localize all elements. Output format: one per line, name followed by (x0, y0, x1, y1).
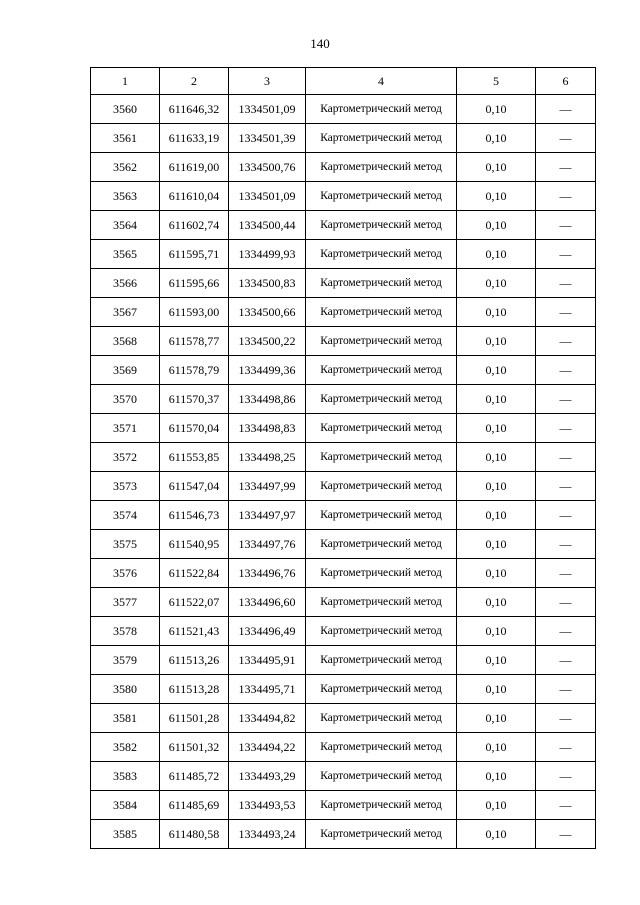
notes-cell: — (536, 617, 596, 646)
accuracy-cell: 0,10 (457, 211, 536, 240)
y-coordinate-cell: 1334495,91 (229, 646, 306, 675)
point-number-cell: 3574 (91, 501, 160, 530)
x-coordinate-cell: 611595,66 (160, 269, 229, 298)
y-coordinate-cell: 1334495,71 (229, 675, 306, 704)
method-cell: Картометрический метод (306, 298, 457, 327)
method-cell: Картометрический метод (306, 443, 457, 472)
point-number-cell: 3576 (91, 559, 160, 588)
method-cell: Картометрический метод (306, 153, 457, 182)
method-cell: Картометрический метод (306, 675, 457, 704)
notes-cell: — (536, 646, 596, 675)
notes-cell: — (536, 182, 596, 211)
y-coordinate-cell: 1334493,53 (229, 791, 306, 820)
table-row (91, 704, 596, 733)
accuracy-cell: 0,10 (457, 443, 536, 472)
table-row (91, 124, 596, 153)
page-number: 140 (310, 36, 330, 51)
table-row (91, 530, 596, 559)
table-row (91, 298, 596, 327)
accuracy-cell: 0,10 (457, 762, 536, 791)
point-number-cell: 3563 (91, 182, 160, 211)
table-row (91, 733, 596, 762)
accuracy-cell: 0,10 (457, 820, 536, 849)
x-coordinate-cell: 611593,00 (160, 298, 229, 327)
notes-cell: — (536, 820, 596, 849)
point-number-cell: 3560 (91, 95, 160, 124)
notes-cell: — (536, 211, 596, 240)
x-coordinate-cell: 611522,07 (160, 588, 229, 617)
accuracy-cell: 0,10 (457, 791, 536, 820)
table-row (91, 675, 596, 704)
accuracy-cell: 0,10 (457, 733, 536, 762)
method-cell: Картометрический метод (306, 791, 457, 820)
x-coordinate-cell: 611633,19 (160, 124, 229, 153)
method-cell: Картометрический метод (306, 472, 457, 501)
y-coordinate-cell: 1334494,82 (229, 704, 306, 733)
y-coordinate-cell: 1334500,66 (229, 298, 306, 327)
notes-cell: — (536, 385, 596, 414)
table-row (91, 820, 596, 849)
y-coordinate-cell: 1334498,25 (229, 443, 306, 472)
table-row (91, 588, 596, 617)
accuracy-cell: 0,10 (457, 95, 536, 124)
point-number-cell: 3584 (91, 791, 160, 820)
column-header: 6 (536, 68, 596, 95)
table-row (91, 153, 596, 182)
point-number-cell: 3579 (91, 646, 160, 675)
point-number-cell: 3570 (91, 385, 160, 414)
accuracy-cell: 0,10 (457, 646, 536, 675)
notes-cell: — (536, 791, 596, 820)
y-coordinate-cell: 1334498,86 (229, 385, 306, 414)
x-coordinate-cell: 611485,72 (160, 762, 229, 791)
point-number-cell: 3583 (91, 762, 160, 791)
table-row (91, 443, 596, 472)
table-row (91, 269, 596, 298)
y-coordinate-cell: 1334499,93 (229, 240, 306, 269)
y-coordinate-cell: 1334496,49 (229, 617, 306, 646)
table-row (91, 327, 596, 356)
accuracy-cell: 0,10 (457, 124, 536, 153)
table-row (91, 356, 596, 385)
y-coordinate-cell: 1334497,76 (229, 530, 306, 559)
method-cell: Картометрический метод (306, 733, 457, 762)
method-cell: Картометрический метод (306, 617, 457, 646)
x-coordinate-cell: 611570,37 (160, 385, 229, 414)
x-coordinate-cell: 611485,69 (160, 791, 229, 820)
method-cell: Картометрический метод (306, 385, 457, 414)
notes-cell: — (536, 153, 596, 182)
point-number-cell: 3564 (91, 211, 160, 240)
y-coordinate-cell: 1334500,44 (229, 211, 306, 240)
accuracy-cell: 0,10 (457, 617, 536, 646)
accuracy-cell: 0,10 (457, 356, 536, 385)
point-number-cell: 3578 (91, 617, 160, 646)
column-header: 5 (457, 68, 536, 95)
y-coordinate-cell: 1334496,76 (229, 559, 306, 588)
y-coordinate-cell: 1334501,09 (229, 182, 306, 211)
y-coordinate-cell: 1334500,76 (229, 153, 306, 182)
column-header: 4 (306, 68, 457, 95)
y-coordinate-cell: 1334500,83 (229, 269, 306, 298)
accuracy-cell: 0,10 (457, 327, 536, 356)
point-number-cell: 3567 (91, 298, 160, 327)
point-number-cell: 3577 (91, 588, 160, 617)
x-coordinate-cell: 611513,26 (160, 646, 229, 675)
accuracy-cell: 0,10 (457, 501, 536, 530)
x-coordinate-cell: 611570,04 (160, 414, 229, 443)
x-coordinate-cell: 611595,71 (160, 240, 229, 269)
x-coordinate-cell: 611522,84 (160, 559, 229, 588)
x-coordinate-cell: 611540,95 (160, 530, 229, 559)
point-number-cell: 3585 (91, 820, 160, 849)
x-coordinate-cell: 611501,32 (160, 733, 229, 762)
method-cell: Картометрический метод (306, 356, 457, 385)
accuracy-cell: 0,10 (457, 153, 536, 182)
notes-cell: — (536, 472, 596, 501)
x-coordinate-cell: 611553,85 (160, 443, 229, 472)
notes-cell: — (536, 530, 596, 559)
y-coordinate-cell: 1334497,97 (229, 501, 306, 530)
notes-cell: — (536, 356, 596, 385)
y-coordinate-cell: 1334499,36 (229, 356, 306, 385)
table-row (91, 646, 596, 675)
accuracy-cell: 0,10 (457, 182, 536, 211)
accuracy-cell: 0,10 (457, 240, 536, 269)
table-row (91, 182, 596, 211)
column-header: 3 (229, 68, 306, 95)
accuracy-cell: 0,10 (457, 472, 536, 501)
point-number-cell: 3575 (91, 530, 160, 559)
notes-cell: — (536, 588, 596, 617)
method-cell: Картометрический метод (306, 646, 457, 675)
accuracy-cell: 0,10 (457, 298, 536, 327)
method-cell: Картометрический метод (306, 269, 457, 298)
y-coordinate-cell: 1334493,29 (229, 762, 306, 791)
method-cell: Картометрический метод (306, 530, 457, 559)
table-row (91, 501, 596, 530)
x-coordinate-cell: 611513,28 (160, 675, 229, 704)
x-coordinate-cell: 611578,79 (160, 356, 229, 385)
notes-cell: — (536, 733, 596, 762)
method-cell: Картометрический метод (306, 211, 457, 240)
x-coordinate-cell: 611546,73 (160, 501, 229, 530)
notes-cell: — (536, 704, 596, 733)
x-coordinate-cell: 611602,74 (160, 211, 229, 240)
table-row (91, 95, 596, 124)
accuracy-cell: 0,10 (457, 675, 536, 704)
point-number-cell: 3562 (91, 153, 160, 182)
notes-cell: — (536, 443, 596, 472)
x-coordinate-cell: 611501,28 (160, 704, 229, 733)
method-cell: Картометрический метод (306, 414, 457, 443)
method-cell: Картометрический метод (306, 588, 457, 617)
x-coordinate-cell: 611610,04 (160, 182, 229, 211)
x-coordinate-cell: 611578,77 (160, 327, 229, 356)
notes-cell: — (536, 269, 596, 298)
point-number-cell: 3561 (91, 124, 160, 153)
point-number-cell: 3569 (91, 356, 160, 385)
y-coordinate-cell: 1334498,83 (229, 414, 306, 443)
point-number-cell: 3581 (91, 704, 160, 733)
notes-cell: — (536, 124, 596, 153)
method-cell: Картометрический метод (306, 124, 457, 153)
table-row (91, 414, 596, 443)
column-header: 1 (91, 68, 160, 95)
x-coordinate-cell: 611521,43 (160, 617, 229, 646)
method-cell: Картометрический метод (306, 327, 457, 356)
accuracy-cell: 0,10 (457, 269, 536, 298)
y-coordinate-cell: 1334500,22 (229, 327, 306, 356)
table-row (91, 240, 596, 269)
y-coordinate-cell: 1334494,22 (229, 733, 306, 762)
x-coordinate-cell: 611480,58 (160, 820, 229, 849)
table-row (91, 211, 596, 240)
coordinates-table (90, 67, 596, 849)
notes-cell: — (536, 559, 596, 588)
table-row (91, 617, 596, 646)
notes-cell: — (536, 501, 596, 530)
method-cell: Картометрический метод (306, 182, 457, 211)
method-cell: Картометрический метод (306, 95, 457, 124)
point-number-cell: 3571 (91, 414, 160, 443)
point-number-cell: 3566 (91, 269, 160, 298)
table-row (91, 472, 596, 501)
table-row (91, 762, 596, 791)
point-number-cell: 3573 (91, 472, 160, 501)
x-coordinate-cell: 611646,32 (160, 95, 229, 124)
notes-cell: — (536, 675, 596, 704)
notes-cell: — (536, 240, 596, 269)
accuracy-cell: 0,10 (457, 414, 536, 443)
table-row (91, 559, 596, 588)
point-number-cell: 3572 (91, 443, 160, 472)
method-cell: Картометрический метод (306, 762, 457, 791)
notes-cell: — (536, 762, 596, 791)
notes-cell: — (536, 298, 596, 327)
point-number-cell: 3582 (91, 733, 160, 762)
table-body (91, 95, 596, 849)
column-header: 2 (160, 68, 229, 95)
x-coordinate-cell: 611547,04 (160, 472, 229, 501)
accuracy-cell: 0,10 (457, 588, 536, 617)
accuracy-cell: 0,10 (457, 385, 536, 414)
table-header-row (91, 68, 596, 95)
y-coordinate-cell: 1334501,09 (229, 95, 306, 124)
y-coordinate-cell: 1334493,24 (229, 820, 306, 849)
y-coordinate-cell: 1334497,99 (229, 472, 306, 501)
method-cell: Картометрический метод (306, 501, 457, 530)
method-cell: Картометрический метод (306, 240, 457, 269)
method-cell: Картометрический метод (306, 704, 457, 733)
accuracy-cell: 0,10 (457, 559, 536, 588)
y-coordinate-cell: 1334496,60 (229, 588, 306, 617)
method-cell: Картометрический метод (306, 559, 457, 588)
notes-cell: — (536, 414, 596, 443)
notes-cell: — (536, 327, 596, 356)
accuracy-cell: 0,10 (457, 704, 536, 733)
y-coordinate-cell: 1334501,39 (229, 124, 306, 153)
point-number-cell: 3565 (91, 240, 160, 269)
point-number-cell: 3580 (91, 675, 160, 704)
table-row (91, 791, 596, 820)
accuracy-cell: 0,10 (457, 530, 536, 559)
point-number-cell: 3568 (91, 327, 160, 356)
x-coordinate-cell: 611619,00 (160, 153, 229, 182)
method-cell: Картометрический метод (306, 820, 457, 849)
table-row (91, 385, 596, 414)
notes-cell: — (536, 95, 596, 124)
